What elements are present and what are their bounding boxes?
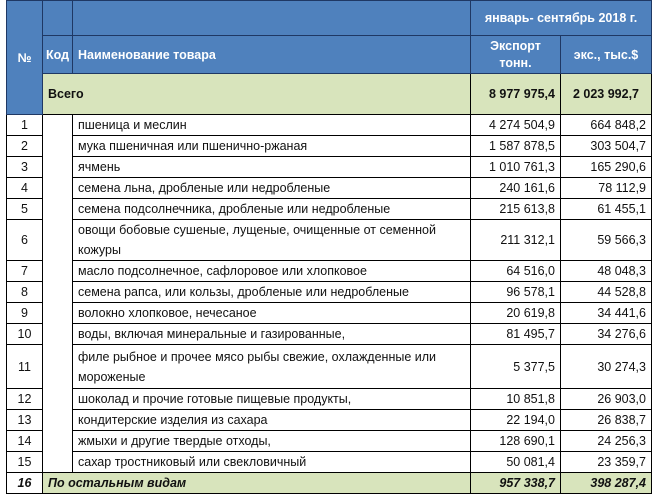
row-no: 14 xyxy=(7,431,43,452)
header-no: № xyxy=(7,1,43,115)
row-tons: 1 010 761,3 xyxy=(471,157,561,178)
row-no: 6 xyxy=(7,220,43,261)
row-name: кондитерские изделия из сахара xyxy=(73,410,471,431)
row-usd: 26 838,7 xyxy=(561,410,652,431)
row-no: 5 xyxy=(7,199,43,220)
row-tons: 10 851,8 xyxy=(471,389,561,410)
row-tons: 128 690,1 xyxy=(471,431,561,452)
table-row xyxy=(7,282,652,303)
table-row xyxy=(7,115,652,136)
total-tons: 8 977 975,4 xyxy=(471,74,561,115)
table-row xyxy=(7,303,652,324)
row-tons: 20 619,8 xyxy=(471,303,561,324)
row-name: масло подсолнечное, сафлоровое или хлопковое xyxy=(73,261,471,282)
header-name: Наименование товара xyxy=(73,36,471,74)
row-tons: 64 516,0 xyxy=(471,261,561,282)
row-code xyxy=(43,115,73,473)
row-usd: 34 276,6 xyxy=(561,324,652,345)
row-usd: 59 566,3 xyxy=(561,220,652,261)
total-usd: 2 023 992,7 xyxy=(561,74,652,115)
other-usd: 398 287,4 xyxy=(561,473,652,494)
header-usd: экс., тыс.$ xyxy=(561,36,652,74)
row-tons: 211 312,1 xyxy=(471,220,561,261)
row-usd: 24 256,3 xyxy=(561,431,652,452)
table-row xyxy=(7,324,652,345)
row-no: 3 xyxy=(7,157,43,178)
row-no: 4 xyxy=(7,178,43,199)
table-row xyxy=(7,199,652,220)
export-table xyxy=(6,0,652,494)
row-usd: 48 048,3 xyxy=(561,261,652,282)
header-code: Код xyxy=(43,36,73,74)
row-name: воды, включая минеральные и газированные, xyxy=(73,324,471,345)
table-row xyxy=(7,261,652,282)
row-usd: 303 504,7 xyxy=(561,136,652,157)
row-usd: 78 112,9 xyxy=(561,178,652,199)
row-tons: 215 613,8 xyxy=(471,199,561,220)
row-name: сахар тростниковый или свекловичный xyxy=(73,452,471,473)
row-no: 15 xyxy=(7,452,43,473)
row-name: семена льна, дробленые или недробленые xyxy=(73,178,471,199)
row-name: филе рыбное и прочее мясо рыбы свежие, охлажденные или мороженые xyxy=(73,345,471,389)
row-tons: 22 194,0 xyxy=(471,410,561,431)
other-no: 16 xyxy=(7,473,43,494)
row-no: 13 xyxy=(7,410,43,431)
table-row xyxy=(7,431,652,452)
row-name: ячмень xyxy=(73,157,471,178)
row-name: шоколад и прочие готовые пищевые продукты, xyxy=(73,389,471,410)
row-name: мука пшеничная или пшенично-ржаная xyxy=(73,136,471,157)
row-name: жмыхи и другие твердые отходы, xyxy=(73,431,471,452)
row-no: 1 xyxy=(7,115,43,136)
table-row xyxy=(7,410,652,431)
row-no: 7 xyxy=(7,261,43,282)
row-usd: 61 455,1 xyxy=(561,199,652,220)
row-tons: 4 274 504,9 xyxy=(471,115,561,136)
total-label: Всего xyxy=(43,74,471,115)
row-tons: 50 081,4 xyxy=(471,452,561,473)
table-row xyxy=(7,345,652,389)
row-usd: 26 903,0 xyxy=(561,389,652,410)
row-tons: 240 161,6 xyxy=(471,178,561,199)
row-no: 11 xyxy=(7,345,43,389)
header-period: январь- сентябрь 2018 г. xyxy=(471,1,652,36)
other-row xyxy=(7,473,652,494)
row-tons: 81 495,7 xyxy=(471,324,561,345)
row-tons: 1 587 878,5 xyxy=(471,136,561,157)
row-no: 2 xyxy=(7,136,43,157)
row-name: овощи бобовые сушеные, лущеные, очищенные от семенной кожуры xyxy=(73,220,471,261)
row-no: 12 xyxy=(7,389,43,410)
row-name: семена рапса, или кользы, дробленые или недробленые xyxy=(73,282,471,303)
row-name: волокно хлопковое, нечесаное xyxy=(73,303,471,324)
row-tons: 5 377,5 xyxy=(471,345,561,389)
row-usd: 30 274,3 xyxy=(561,345,652,389)
row-usd: 664 848,2 xyxy=(561,115,652,136)
row-tons: 96 578,1 xyxy=(471,282,561,303)
row-name: семена подсолнечника, дробленые или недробленые xyxy=(73,199,471,220)
table-row xyxy=(7,178,652,199)
row-usd: 34 441,6 xyxy=(561,303,652,324)
table-row xyxy=(7,157,652,178)
other-label: По остальным видам xyxy=(43,473,471,494)
other-tons: 957 338,7 xyxy=(471,473,561,494)
table-row xyxy=(7,389,652,410)
header-tons: Экспорт тонн. xyxy=(471,36,561,74)
row-no: 9 xyxy=(7,303,43,324)
row-usd: 23 359,7 xyxy=(561,452,652,473)
row-no: 8 xyxy=(7,282,43,303)
table-row xyxy=(7,136,652,157)
table-row xyxy=(7,220,652,261)
row-usd: 165 290,6 xyxy=(561,157,652,178)
row-no: 10 xyxy=(7,324,43,345)
row-usd: 44 528,8 xyxy=(561,282,652,303)
row-name: пшеница и меслин xyxy=(73,115,471,136)
table-row xyxy=(7,452,652,473)
